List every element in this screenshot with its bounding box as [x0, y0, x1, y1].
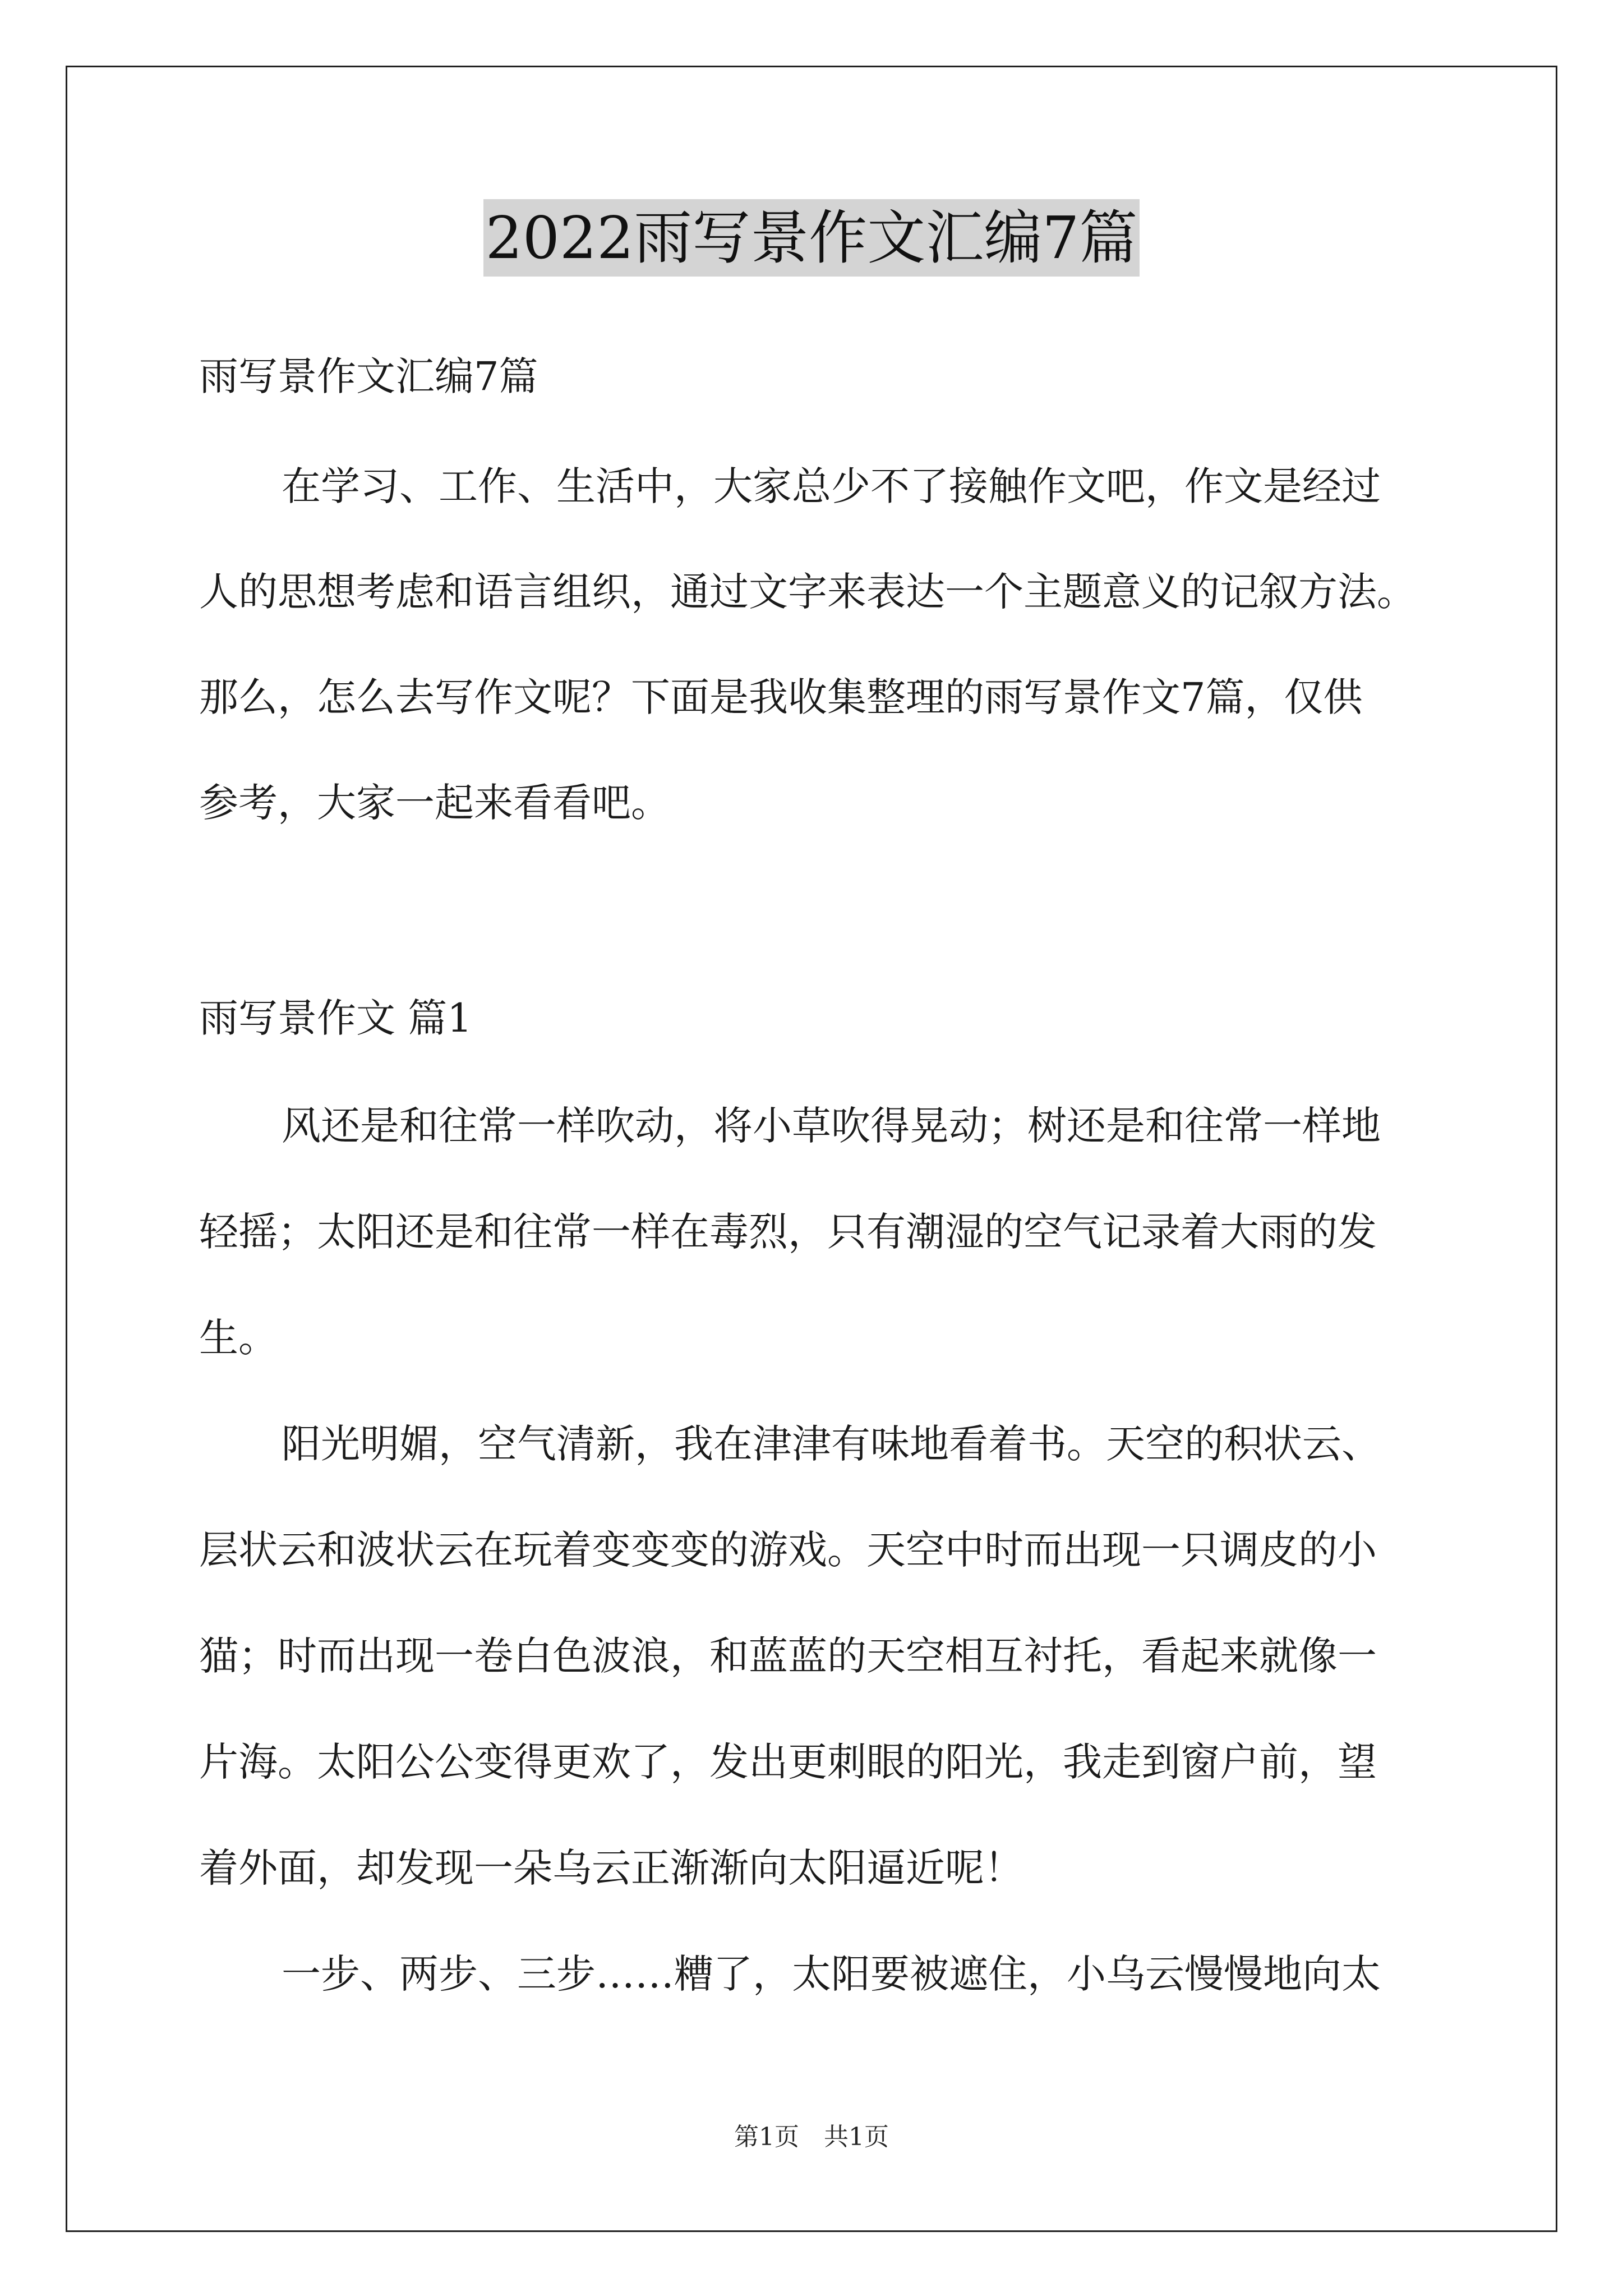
- paragraph-line: 片海。太阳公公变得更欢了，发出更刺眼的阳光，我走到窗户前，望: [199, 1739, 1377, 1785]
- paragraph-line: 着外面，却发现一朵乌云正渐渐向太阳逼近呢！: [199, 1845, 1023, 1891]
- document-subtitle: 雨写景作文汇编7篇: [199, 353, 538, 399]
- page-number: 第1页: [734, 2123, 799, 2151]
- page-footer: [0, 2120, 1623, 2154]
- paragraph-line: 阳光明媚，空气清新，我在津津有味地看着书。天空的积状云、: [282, 1421, 1381, 1467]
- section-heading: 雨写景作文 篇1: [199, 995, 472, 1041]
- paragraph-line: 风还是和往常一样吹动，将小草吹得晃动；树还是和往常一样地: [282, 1103, 1381, 1149]
- intro-line: 在学习、工作、生活中，大家总少不了接触作文吧，作文是经过: [282, 463, 1381, 509]
- paragraph-line: 一步、两步、三步……糟了，太阳要被遮住，小乌云慢慢地向太: [282, 1951, 1381, 1997]
- intro-line: 参考，大家一起来看看吧。: [199, 780, 670, 826]
- document-title: 2022雨写景作文汇编7篇: [483, 199, 1140, 277]
- intro-line: 那么，怎么去写作文呢？下面是我收集整理的雨写景作文7篇，仅供: [199, 674, 1363, 720]
- paragraph-line: 猫；时而出现一卷白色波浪，和蓝蓝的天空相互衬托，看起来就像一: [199, 1633, 1377, 1679]
- paragraph-line: 生。: [199, 1315, 278, 1361]
- page-total: 共1页: [824, 2123, 889, 2151]
- intro-line: 人的思想考虑和语言组织，通过文字来表达一个主题意义的记叙方法。: [199, 569, 1416, 615]
- paragraph-line: 轻摇；太阳还是和往常一样在毒烈，只有潮湿的空气记录着大雨的发: [199, 1209, 1377, 1255]
- title-container: [0, 199, 1623, 277]
- paragraph-line: 层状云和波状云在玩着变变变的游戏。天空中时而出现一只调皮的小: [199, 1527, 1377, 1573]
